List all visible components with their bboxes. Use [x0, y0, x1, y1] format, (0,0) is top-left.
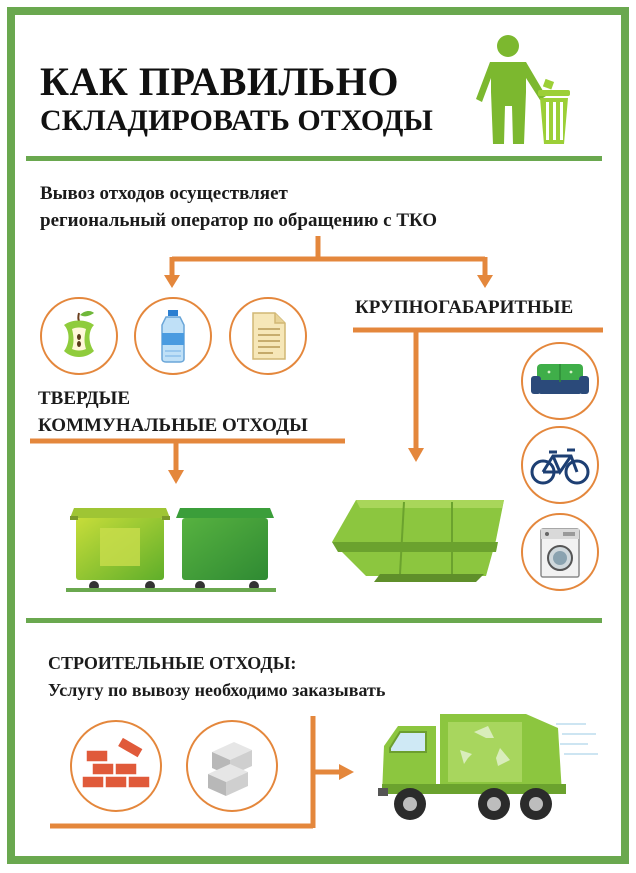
- bin-yellow-green: [70, 508, 170, 591]
- construction-section: [48, 650, 385, 704]
- construction-divider: [26, 618, 602, 623]
- construction-subtitle: Услугу по вывозу необходимо заказывать: [48, 680, 386, 700]
- skip-container: [326, 490, 510, 586]
- washer-circle: [521, 513, 599, 591]
- bulky-waste-label: КРУПНОГАБАРИТНЫЕ: [355, 297, 574, 318]
- intro-line-2: региональный оператор по обращению с ТКО: [40, 210, 438, 231]
- intro-line-1: Вывоз отходов осуществляет: [40, 183, 288, 204]
- bicycle-circle: [521, 426, 599, 504]
- apple-core-circle: [40, 297, 118, 375]
- blocks-circle: [186, 720, 278, 812]
- solid-waste-label-line-1: ТВЕРДЫЕ: [38, 388, 130, 409]
- waste-bins: [66, 500, 280, 596]
- solid-waste-label: [38, 385, 308, 439]
- bottle-circle: [134, 297, 212, 375]
- concrete-blocks-icon: [188, 722, 276, 810]
- sofa-icon: [523, 344, 597, 418]
- water-bottle-icon: [136, 299, 210, 373]
- garbage-truck-icon: [376, 708, 600, 832]
- bin-dark-green: [176, 508, 274, 591]
- title-line-1: КАК ПРАВИЛЬНО: [40, 59, 399, 104]
- sofa-circle: [521, 342, 599, 420]
- paper-document-icon: [231, 299, 305, 373]
- document-circle: [229, 297, 307, 375]
- washing-machine-icon: [523, 515, 597, 589]
- bicycle-icon: [523, 428, 597, 502]
- solid-waste-label-line-2: КОММУНАЛЬНЫЕ ОТХОДЫ: [38, 415, 308, 436]
- title-line-2: СКЛАДИРОВАТЬ ОТХОДЫ: [40, 104, 433, 137]
- apple-core-icon: [42, 299, 116, 373]
- bricks-circle: [70, 720, 162, 812]
- construction-title: СТРОИТЕЛЬНЫЕ ОТХОДЫ:: [48, 653, 297, 673]
- bricks-icon: [72, 722, 160, 810]
